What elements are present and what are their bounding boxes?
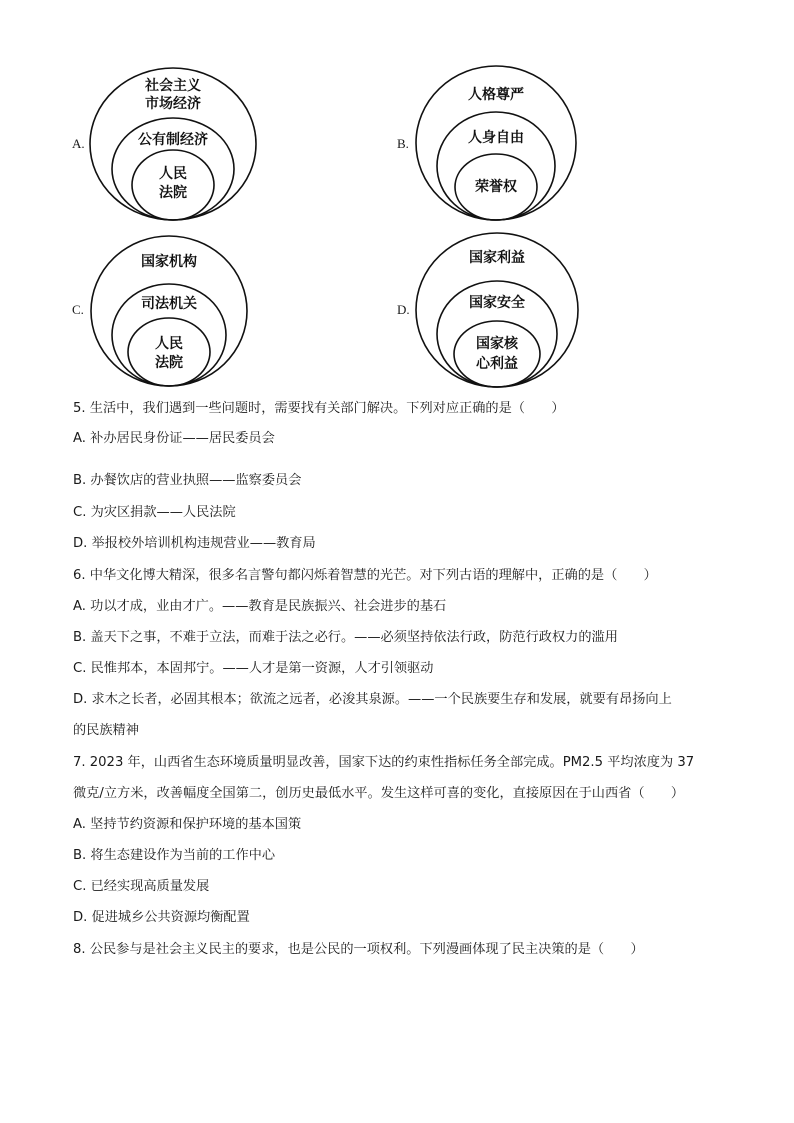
diagram-b-middle-label: 人身自由	[468, 130, 524, 146]
diagram-a-outer-label-2: 市场经济	[145, 96, 201, 112]
diagram-a-inner-label-1: 人民	[159, 166, 187, 182]
q6-option-b: B. 盖天下之事，不难于立法，而难于法之必行。——必须坚持依法行政，防范行政权力的滥用	[73, 630, 618, 645]
diagram-d-inner-circle	[454, 321, 540, 387]
diagram-c	[88, 233, 254, 393]
diagram-c-middle-label: 司法机关	[141, 296, 197, 312]
diagram-d-inner-label-1: 国家核	[476, 336, 518, 352]
diagram-a-inner-label-2: 法院	[159, 185, 187, 201]
diagram-c-inner-circle	[128, 318, 210, 386]
q8-stem: 8. 公民参与是社会主义民主的要求，也是公民的一项权利。下列漫画体现了民主决策的是（ ）	[73, 942, 644, 957]
q6-option-d-line2: 的民族精神	[73, 723, 139, 738]
diagram-c-inner-label-1: 人民	[155, 336, 183, 352]
diagram-b-middle-circle	[437, 112, 555, 220]
diagram-d	[413, 230, 585, 392]
option-letter-a: A.	[72, 136, 85, 151]
option-letter-b: B.	[397, 136, 409, 151]
diagram-c-outer-label: 国家机构	[141, 254, 197, 270]
diagram-a-outer-label-1: 社会主义	[145, 78, 201, 94]
diagram-b-outer-label: 人格尊严	[468, 87, 524, 103]
diagram-a-middle-label: 公有制经济	[138, 132, 208, 148]
q7-stem-line2: 微克/立方米，改善幅度全国第二，创历史最低水平。发生这样可喜的变化，直接原因在于山西省（ ）	[73, 786, 685, 801]
q6-option-c: C. 民惟邦本，本固邦宁。——人才是第一资源，人才引领驱动	[73, 661, 434, 676]
option-letter-c: C.	[72, 302, 84, 317]
option-letter-d: D.	[397, 302, 410, 317]
q5-option-a: A. 补办居民身份证——居民委员会	[73, 431, 275, 446]
diagram-d-middle-label: 国家安全	[469, 295, 525, 311]
diagram-b-inner-label: 荣誉权	[475, 179, 517, 195]
q6-option-a: A. 功以才成，业由才广。——教育是民族振兴、社会进步的基石	[73, 599, 447, 614]
q5-stem: 5. 生活中，我们遇到一些问题时，需要找有关部门解决。下列对应正确的是（ ）	[73, 401, 565, 416]
diagram-c-inner-label-2: 法院	[155, 355, 183, 371]
q6-option-d-line1: D. 求木之长者，必固其根本；欲流之远者，必浚其泉源。——一个民族要生存和发展，就要有昂扬向上	[73, 692, 672, 707]
q7-option-d: D. 促进城乡公共资源均衡配置	[73, 910, 250, 925]
q5-option-d: D. 举报校外培训机构违规营业——教育局	[73, 536, 316, 551]
diagram-d-outer-label: 国家利益	[469, 250, 525, 266]
diagram-a	[88, 66, 258, 226]
q7-option-a: A. 坚持节约资源和保护环境的基本国策	[73, 817, 302, 832]
diagram-b	[413, 64, 583, 226]
q6-stem: 6. 中华文化博大精深，很多名言警句都闪烁着智慧的光芒。对下列古语的理解中，正确的是（ ）	[73, 568, 657, 583]
diagram-d-inner-label-2: 心利益	[476, 356, 518, 372]
q5-option-b: B. 办餐饮店的营业执照——监察委员会	[73, 473, 302, 488]
q7-stem-line1: 7. 2023 年，山西省生态环境质量明显改善，国家下达的约束性指标任务全部完成。PM2.5 平均浓度为 37	[73, 755, 695, 770]
q7-option-b: B. 将生态建设作为当前的工作中心	[73, 848, 276, 863]
q7-option-c: C. 已经实现高质量发展	[73, 879, 210, 894]
q5-option-c: C. 为灾区捐款——人民法院	[73, 505, 236, 520]
